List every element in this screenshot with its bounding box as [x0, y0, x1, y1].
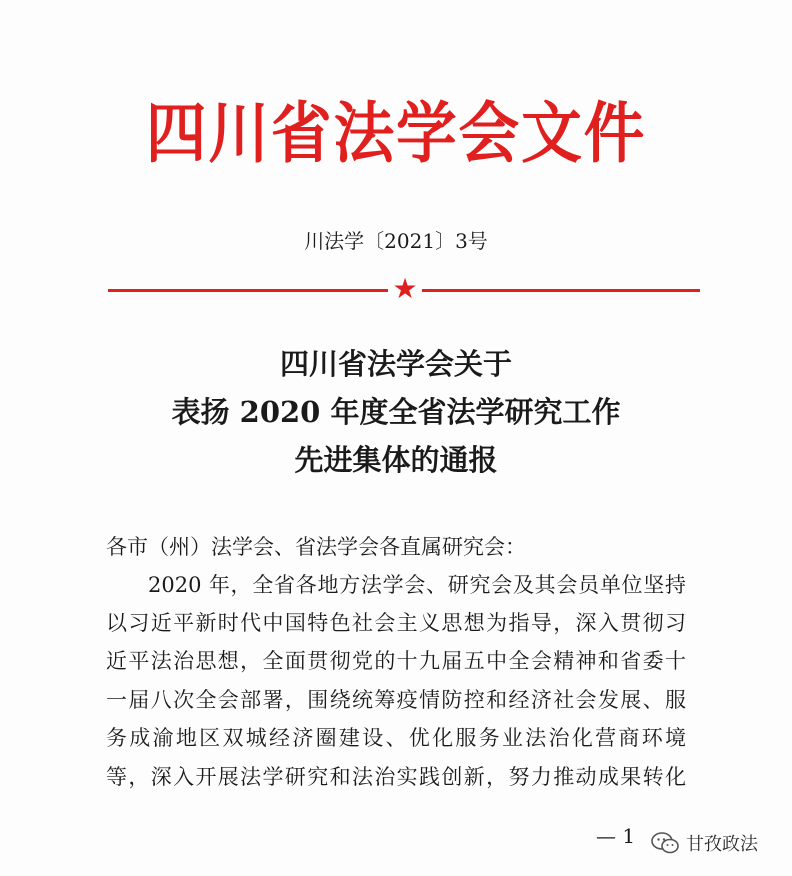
salutation: 各市（州）法学会、省法学会各直属研究会：: [106, 535, 526, 559]
body-line: 一届八次全会部署，围绕统筹疫情防控和经济社会发展、服: [106, 688, 686, 712]
watermark: [650, 828, 758, 858]
body-line: 等，深入开展法学研究和法治实践创新，努力推动成果转化: [106, 765, 686, 789]
red-rule-right: [422, 289, 700, 292]
body-line: 近平法治思想，全面贯彻党的十九届五中全会精神和省委十: [106, 649, 686, 673]
masthead-title: 四川省法学会文件: [145, 94, 647, 172]
body-line: 以习近平新时代中国特色社会主义思想为指导，深入贯彻习: [106, 611, 686, 635]
title-line-3: 先进集体的通报: [294, 443, 498, 477]
watermark-text: 甘孜政法: [686, 834, 758, 855]
body-line: 2020 年，全省各地方法学会、研究会及其会员单位坚持: [148, 573, 686, 597]
red-star-icon: ★: [392, 272, 418, 305]
page-number: — 1: [596, 824, 636, 848]
title-line-2: 表扬 2020 年度全省法学研究工作: [171, 395, 621, 429]
body-line: 务成渝地区双城经济圈建设、优化服务业法治化营商环境: [106, 726, 686, 750]
wechat-icon: [650, 831, 680, 855]
document-number: 川法学〔2021〕3号: [304, 229, 488, 253]
red-rule-left: [108, 289, 388, 292]
title-line-1: 四川省法学会关于: [279, 347, 512, 381]
